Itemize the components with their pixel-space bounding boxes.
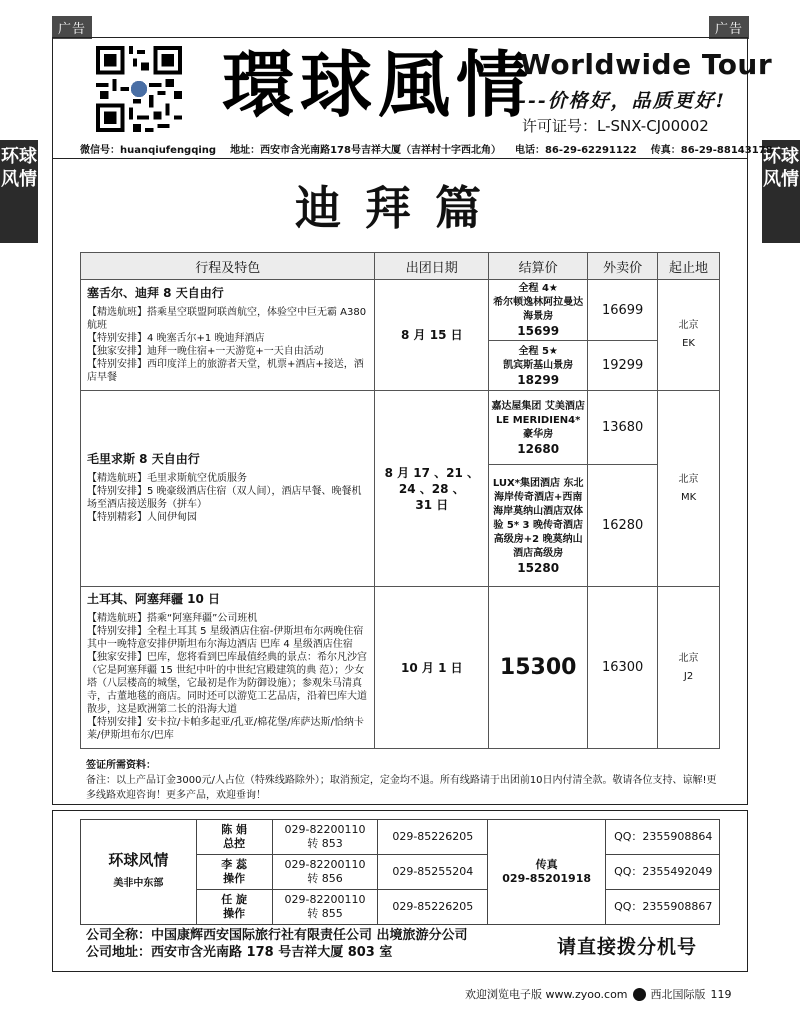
company-address: 公司地址：西安市含光南路 178 号吉祥大厦 803 室 [86, 945, 393, 960]
airline-code: J2 [683, 670, 694, 682]
notes [86, 758, 726, 803]
direct-call-note: 请直接拨分机号 [557, 936, 698, 958]
department: 美非中东部 [113, 878, 164, 889]
tour-feature: 【特别精彩】人间伊甸园 [87, 512, 197, 523]
header-cell: 出团日期 [375, 253, 489, 280]
page-marker-icon [633, 988, 646, 1001]
retail-price: 16280 [588, 465, 658, 587]
brand-cell [81, 820, 197, 925]
tour-name: 毛里求斯 8 天自由行 [87, 452, 200, 466]
tour-feature: 【特别安排】4 晚塞舌尔+1 晚迪拜酒店 [87, 332, 265, 344]
tour-feature: 【独家安排】迪拜一晚住宿+一天游览+一天自由活动 [87, 345, 324, 357]
airline-code: EK [682, 338, 695, 349]
settle-price: 12680 [517, 441, 560, 456]
retail-price: 19299 [588, 341, 658, 391]
ext-cell [272, 855, 378, 890]
person-name: 任 旋 [221, 893, 248, 906]
tour-feature: 【精选航班】搭乘星空联盟阿联酋航空，体验空中巨无霸 A380 航班 [87, 306, 367, 331]
settle-price-cell [489, 280, 588, 341]
contact-row [81, 820, 720, 855]
header-cell: 起止地 [658, 253, 720, 280]
slogan: ---价格好，品质更好! [518, 90, 726, 112]
retail-price: 16699 [588, 280, 658, 341]
direct-phone[interactable]: 029-85255204 [378, 855, 488, 890]
fax-number: 029-85201918 [502, 872, 592, 885]
contact-brand: 环球风情 [108, 851, 169, 869]
table-row [81, 280, 720, 341]
airline-code: MK [680, 491, 697, 503]
qr-code-icon[interactable] [96, 46, 182, 132]
tour-feature: 【特别安排】5 晚豪级酒店住宿（双人间），酒店早餐、晚餐机场至酒店接送服务（拼车） [87, 486, 362, 510]
tour-feature: 【特别安排】西印度洋上的旅游者天堂，机票+酒店+接送，酒店早餐 [87, 358, 364, 383]
fax-label: 传真 [535, 858, 558, 871]
tour-feature: 【特别安排】安卡拉/卡帕多起亚/孔亚/棉花堡/库萨达斯/恰纳卡莱/伊斯坦布尔/巴库 [87, 717, 364, 741]
header-divider [52, 158, 748, 159]
notes-body: 备注：以上产品订金3000元/人占位（特殊线路除外）；取消预定，定金均不退。所有线路请于出团前10日内付清全款。敬请各位支持、谅解!更多线路欢迎咨询！更多产品，欢迎垂询！ [86, 775, 717, 801]
tour-feature: 【特别安排】全程土耳其 5 星级酒店住宿-伊斯坦布尔两晚住宿 其中一晚特意安排伊斯坦布尔海边酒店 巴库 4 星级酒店住宿 [87, 626, 364, 650]
tour-description [81, 587, 375, 749]
ext-number: 转 853 [307, 837, 343, 850]
departure-date: 8 月 15 日 [375, 280, 489, 391]
company-info [86, 927, 468, 961]
ext-phone: 029-82200110 [284, 893, 366, 906]
fax: 传真：86-29-88143178 [650, 145, 773, 156]
settle-price-cell [489, 391, 588, 465]
retail-price: 13680 [588, 391, 658, 465]
hotel-name: 嘉达屋集团 艾美酒店 LE MERIDIEN4* 豪华房 [491, 400, 585, 440]
ext-phone: 029-82200110 [284, 823, 366, 836]
footer-text[interactable]: 欢迎浏览电子版 www.zyoo.com [465, 988, 628, 1001]
settle-price: 15699 [517, 324, 560, 338]
origin-cell [658, 391, 720, 587]
table-row [81, 587, 720, 749]
qq-number[interactable]: QQ：2355908867 [606, 890, 720, 925]
ext-number: 转 856 [307, 872, 343, 885]
side-label-right: 环球风情 [762, 140, 800, 243]
table-header-row [81, 253, 720, 280]
header-cell: 外卖价 [588, 253, 658, 280]
person-cell [196, 890, 272, 925]
tour-name: 塞舌尔、迪拜 8 天自由行 [87, 285, 224, 300]
retail-price: 16300 [588, 587, 658, 749]
option-label: 全程 5★ [518, 345, 558, 357]
ext-phone: 029-82200110 [284, 858, 366, 871]
origin-cell [658, 280, 720, 391]
direct-phone[interactable]: 029-85226205 [378, 820, 488, 855]
ad-tag-left: 广告 [52, 16, 92, 39]
settle-price: 15280 [517, 560, 560, 575]
ext-number: 转 855 [307, 907, 343, 920]
person-role: 操作 [223, 907, 246, 920]
ext-cell [272, 890, 378, 925]
settle-price: 18299 [517, 372, 560, 387]
fax-cell [488, 820, 606, 925]
header-cell: 行程及特色 [81, 253, 375, 280]
tour-name: 土耳其、阿塞拜疆 10 日 [87, 592, 221, 606]
date-line: 31 日 [415, 497, 449, 512]
person-name: 李 蕊 [221, 858, 248, 871]
qq-number[interactable]: QQ：2355492049 [606, 855, 720, 890]
address: 地址：西安市含光南路178号吉祥大厦（吉祥村十字西北角） [230, 145, 501, 156]
tour-feature: 【精选航班】搭乘“阿塞拜疆”公司班机 [87, 613, 258, 624]
table-row [81, 391, 720, 465]
settle-price-cell [489, 587, 588, 749]
date-line: 24 、28 、 [398, 481, 465, 496]
ext-cell [272, 820, 378, 855]
origin-city: 北京 [678, 652, 699, 664]
direct-phone[interactable]: 029-85226205 [378, 890, 488, 925]
company-full-name: 公司全称：中国康辉西安国际旅行社有限责任公司 出境旅游分公司 [86, 928, 468, 943]
license-number: 许可证号：L-SNX-CJ00002 [522, 117, 709, 135]
person-cell [196, 820, 272, 855]
person-name: 陈 娟 [221, 823, 248, 836]
origin-cell [658, 587, 720, 749]
edition: 西北国际版 [650, 988, 706, 1001]
person-role: 操作 [223, 872, 246, 885]
contact-table [80, 819, 720, 925]
person-cell [196, 855, 272, 890]
settle-price-cell [489, 465, 588, 587]
tour-feature: 【精选航班】毛里求斯航空优质服务 [87, 473, 247, 484]
phone: 电话：86-29-62291122 [514, 145, 637, 156]
hotel-name: 希尔顿逸林阿拉曼达海景房 [493, 297, 584, 322]
contact-info-row [80, 141, 773, 156]
departure-date: 10 月 1 日 [375, 587, 489, 749]
departure-date [375, 391, 489, 587]
page-footer [465, 986, 732, 1002]
page-number: 119 [710, 987, 732, 1001]
qq-number[interactable]: QQ：2355908864 [606, 820, 720, 855]
tour-description [81, 280, 375, 391]
tour-feature: 【独家安排】巴库，您将看到巴库最值经典的景点：希尔凡沙宫（它是阿塞拜疆 15 世纪中叶的中世纪宫殿建筑的典 范）；少女塔（八层楼高的城堡，它最初是作为防御设施）；参观朱马清真寺，古董地毯的商店。同时还可以游览工艺品店，沿着巴库大道散步，这是欧洲第二长的沿海大道 [87, 652, 367, 715]
origin-city: 北京 [678, 473, 699, 485]
brand-title-cn: 環球風情 [222, 42, 535, 127]
itinerary-table [80, 252, 720, 749]
side-label-left: 环球风情 [0, 140, 38, 243]
person-role: 总控 [223, 837, 246, 850]
ad-tag-right: 广告 [709, 16, 749, 39]
origin-city: 北京 [678, 320, 699, 331]
tour-description [81, 391, 375, 587]
settle-price: 15300 [499, 654, 577, 680]
wechat-id: 微信号：huanqiufengqing [80, 145, 217, 156]
settle-price-cell [489, 341, 588, 391]
date-line: 8 月 17 、21 、 [384, 465, 480, 480]
header-cell: 结算价 [489, 253, 588, 280]
brand-title-en: Worldwide Tour [520, 48, 773, 81]
notes-title: 签证所需资料： [86, 760, 156, 771]
option-label: 全程 4★ [518, 283, 558, 294]
hotel-name: LUX*集团酒店 东北海岸传奇酒店+西南海岸莫纳山酒店双体验 5* 3 晚传奇酒店高级房+2 晚莫纳山酒店高级房 [492, 477, 584, 559]
hotel-name: 凯宾斯基山景房 [503, 359, 574, 371]
page-title: 迪拜篇 [295, 181, 505, 235]
